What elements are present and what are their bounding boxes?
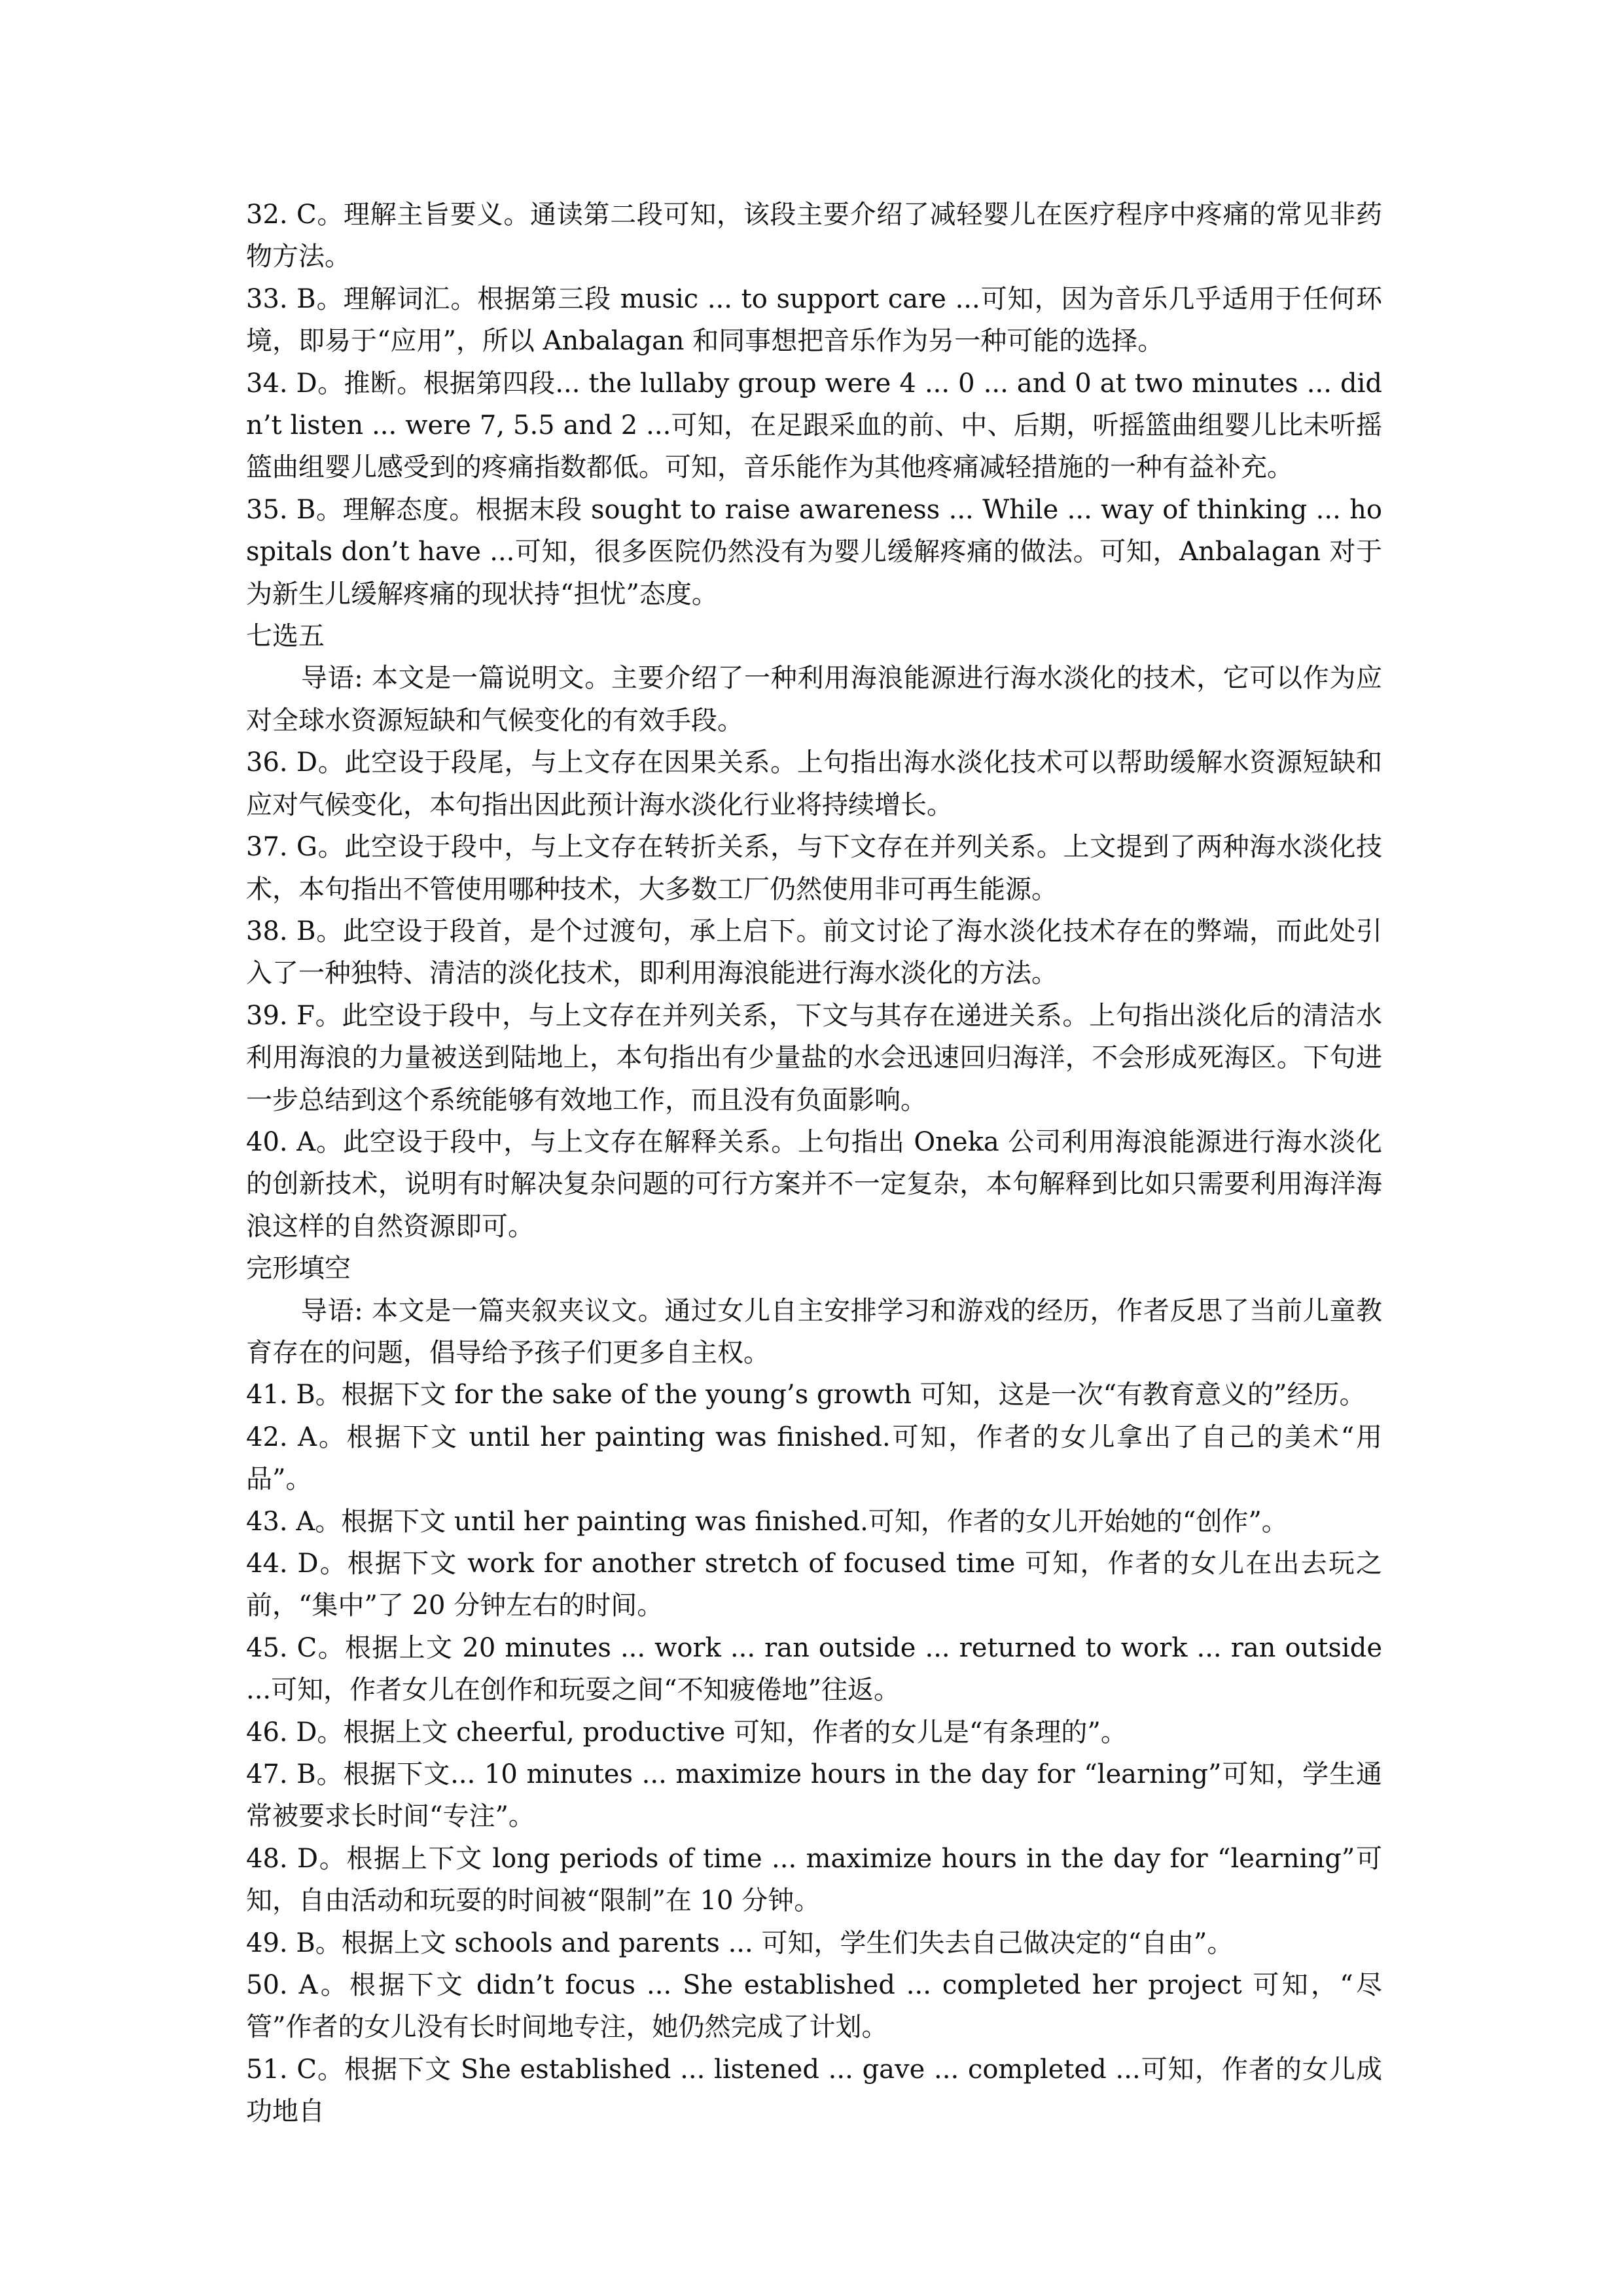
section-intro-seven-choose-five: 导语: 本文是一篇说明文。主要介绍了一种利用海浪能源进行海水淡化的技术，它可以作为应对全球水资源短缺和气候变化的有效手段。 xyxy=(246,663,1382,736)
answer-35: 35. B。理解态度。根据末段 sought to raise awareness ... While ... way of thinking ... hospitals don’t have ...可知，很多医院仍然没有为婴儿缓解疼痛的做法。可知，Anbalagan 对于为新生儿缓解疼痛的现状持“担忧”态度。 xyxy=(246,494,1382,609)
answer-45: 45. C。根据上文 20 minutes ... work ... ran outside ... returned to work ... ran outside ...可知，作者女儿在创作和玩耍之间“不知疲倦地”往返。 xyxy=(246,1632,1382,1706)
answer-39: 39. F。此空设于段中，与上文存在并列关系，下文与其存在递进关系。上句指出淡化后的清洁水利用海浪的力量被送到陆地上，本句指出有少量盐的水会迅速回归海洋，不会形成死海区。下句进一步总结到这个系统能够有效地工作，而且没有负面影响。 xyxy=(246,1000,1382,1115)
answer-46: 46. D。根据上文 cheerful, productive 可知，作者的女儿是“有条理的”。 xyxy=(246,1717,1127,1748)
answer-33: 33. B。理解词汇。根据第三段 music ... to support care ...可知，因为音乐几乎适用于任何环境，即易于“应用”，所以 Anbalagan 和同事想把音乐作为另一种可能的选择。 xyxy=(246,283,1382,357)
section-intro-cloze: 导语: 本文是一篇夹叙夹议文。通过女儿自主安排学习和游戏的经历，作者反思了当前儿童教育存在的问题，倡导给予孩子们更多自主权。 xyxy=(246,1295,1382,1368)
section-heading-seven-choose-five: 七选五 xyxy=(246,621,325,652)
answer-50: 50. A。根据下文 didn’t focus ... She established ... completed her project 可知，“尽管”作者的女儿没有长时间地专注，她仍然完成了计划。 xyxy=(246,1970,1382,2043)
document-body xyxy=(246,194,1382,2133)
answer-37: 37. G。此空设于段中，与上文存在转折关系，与下文存在并列关系。上文提到了两种海水淡化技术，本句指出不管使用哪种技术，大多数工厂仍然使用非可再生能源。 xyxy=(246,832,1382,905)
answer-34: 34. D。推断。根据第四段... the lullaby group were 4 ... 0 ... and 0 at two minutes ... didn’t listen ... were 7, 5.5 and 2 ...可知，在足跟采血的前、中、后期，听摇篮曲组婴儿比未听摇篮曲组婴儿感受到的疼痛指数都低。可知，音乐能作为其他疼痛减轻措施的一种有益补充。 xyxy=(246,368,1382,483)
answer-40: 40. A。此空设于段中，与上文存在解释关系。上句指出 Oneka 公司利用海浪能源进行海水淡化的创新技术，说明有时解决复杂问题的可行方案并不一定复杂，本句解释到比如只需要利用海洋海浪这样的自然资源即可。 xyxy=(246,1126,1382,1242)
answer-38: 38. B。此空设于段首，是个过渡句，承上启下。前文讨论了海水淡化技术存在的弊端，而此处引入了一种独特、清洁的淡化技术，即利用海浪能进行海水淡化的方法。 xyxy=(246,916,1382,989)
answer-36: 36. D。此空设于段尾，与上文存在因果关系。上句指出海水淡化技术可以帮助缓解水资源短缺和应对气候变化，本句指出因此预计海水淡化行业将持续增长。 xyxy=(246,747,1382,820)
answer-41: 41. B。根据下文 for the sake of the young’s growth 可知，这是一次“有教育意义的”经历。 xyxy=(246,1380,1366,1410)
answer-47: 47. B。根据下文... 10 minutes ... maximize hours in the day for “learning”可知，学生通常被要求长时间“专注”。 xyxy=(246,1759,1382,1832)
answer-49: 49. B。根据上文 schools and parents ... 可知，学生们失去自己做决定的“自由”。 xyxy=(246,1928,1234,1958)
answer-44: 44. D。根据下文 work for another stretch of focused time 可知，作者的女儿在出去玩之前，“集中”了 20 分钟左右的时间。 xyxy=(246,1549,1382,1621)
section-heading-cloze: 完形填空 xyxy=(246,1253,351,1284)
answer-32: 32. C。理解主旨要义。通读第二段可知，该段主要介绍了减轻婴儿在医疗程序中疼痛的常见非药物方法。 xyxy=(246,200,1382,272)
answer-43: 43. A。根据下文 until her painting was finished.可知，作者的女儿开始她的“创作”。 xyxy=(246,1506,1288,1537)
answer-42: 42. A。根据下文 until her painting was finished.可知，作者的女儿拿出了自己的美术“用品”。 xyxy=(246,1422,1382,1495)
answer-48: 48. D。根据上下文 long periods of time ... maximize hours in the day for “learning”可知，自由活动和玩耍的时间被“限制”在 10 分钟。 xyxy=(246,1843,1382,1916)
answer-51: 51. C。根据下文 She established ... listened ... gave ... completed ...可知，作者的女儿成功地自 xyxy=(246,2054,1382,2127)
